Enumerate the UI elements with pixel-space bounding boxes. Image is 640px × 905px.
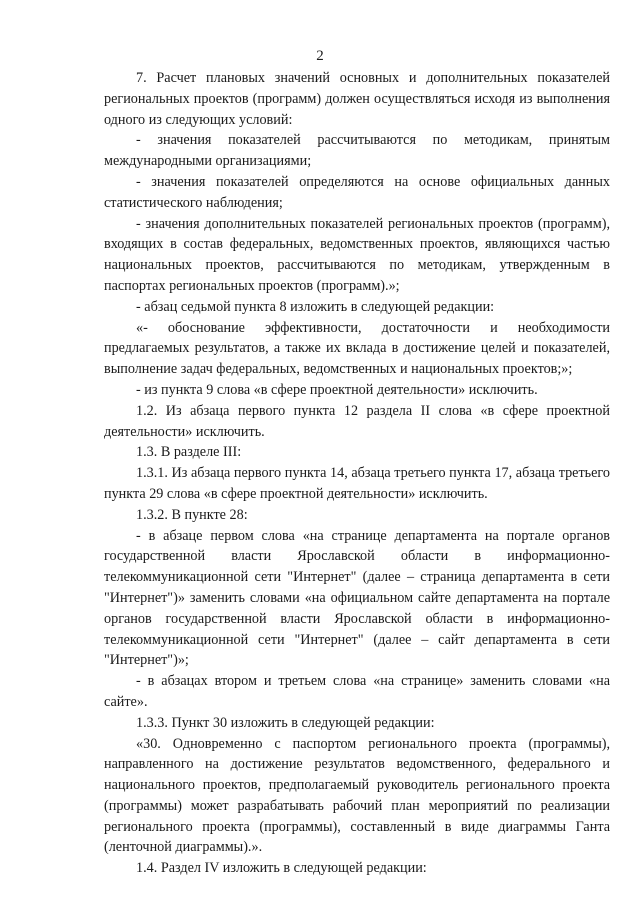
paragraph-condition-methods: - значения показателей рассчитываются по методикам, принятым международными организациями; xyxy=(104,132,610,170)
paragraph-item-8-intro: - абзац седьмой пункта 8 изложить в следующей редакции: xyxy=(136,298,495,315)
paragraph-1-3-2-first: - в абзаце первом слова «на странице департамента на портале органов государственной власти Ярославской области в информационно-телекоммуникационной сети "Интернет" (далее – страница департамента в сети "Интернет")» заменить словами «на официальном сайте департамента на портале органов государственной власти Ярославской области в информационно-телекоммуникационной сети "Интернет" (далее – сайт департамента в сети "Интернет")»; xyxy=(104,527,610,669)
paragraph-1-3-2: 1.3.2. В пункте 28: xyxy=(136,506,248,523)
paragraph-1-4: 1.4. Раздел IV изложить в следующей редакции: xyxy=(136,860,427,877)
paragraph-1-3-2-second: - в абзацах втором и третьем слова «на странице» заменить словами «на сайте». xyxy=(104,673,610,710)
document-body xyxy=(104,68,610,879)
paragraph-item-8-text: «- обоснование эффективности, достаточности и необходимости предлагаемых результатов, а также их вклада в достижение целей и показателей, выполнение задач федеральных, ведомственных и национальных проектов;»; xyxy=(104,319,610,378)
paragraph-1-3: 1.3. В разделе III: xyxy=(136,444,242,461)
paragraph-item-9: - из пункта 9 слова «в сфере проектной деятельности» исключить. xyxy=(136,381,538,398)
paragraph-1-3-3: 1.3.3. Пункт 30 изложить в следующей редакции: xyxy=(136,714,435,731)
paragraph-1-3-1: 1.3.1. Из абзаца первого пункта 14, абзаца третьего пункта 17, абзаца третьего пункта 29 слова «в сфере проектной деятельности» исключить. xyxy=(104,465,610,502)
paragraph-item-30-text: «30. Одновременно с паспортом регионального проекта (программы), направленного на достижение результатов ведомственного, федерального и национального проектов, предполагаемый руководитель регионального проекта (программы) может разрабатывать рабочий план мероприятий по реализации регионального проекта (программы), составленный в виде диаграммы Ганта (ленточной диаграммы).». xyxy=(104,735,610,856)
paragraph-condition-statistics: - значения показателей определяются на основе официальных данных статистического наблюдения; xyxy=(104,173,610,211)
paragraph-1-2: 1.2. Из абзаца первого пункта 12 раздела II слова «в сфере проектной деятельности» исключить. xyxy=(104,402,610,440)
paragraph-condition-passports: - значения дополнительных показателей региональных проектов (программ), входящих в состав федеральных, ведомственных проектов, являющихся частью национальных проектов, рассчитываются по методикам, утвержденным в паспортах региональных проектов (программ).»; xyxy=(104,215,610,294)
page-number: 2 xyxy=(316,48,324,64)
paragraph-item-7: 7. Расчет плановых значений основных и дополнительных показателей региональных проектов (программ) должен осуществляться исходя из выполнения одного из следующих условий: xyxy=(104,70,610,128)
